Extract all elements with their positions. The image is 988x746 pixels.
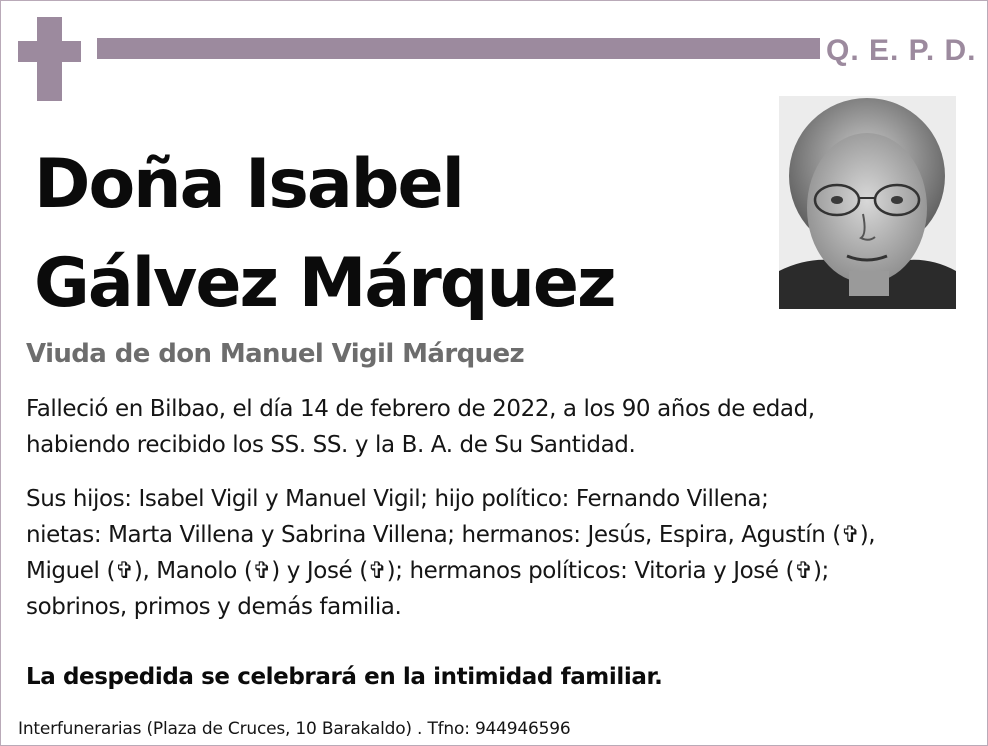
family-line-3: Miguel (✞), Manolo (✞) y José (✞); hermanos políticos: Vitoria y José (✞); (26, 558, 829, 584)
family-paragraph (26, 481, 875, 625)
qepd-label: Q. E. P. D. (826, 34, 977, 67)
cross-icon-horizontal (18, 41, 81, 62)
name-line-2: Gálvez Márquez (34, 244, 615, 323)
name-line-1: Doña Isabel (34, 145, 463, 224)
farewell-notice: La despedida se celebrará en la intimidad familiar. (26, 664, 663, 690)
family-line-1: Sus hijos: Isabel Vigil y Manuel Vigil; hijo político: Fernando Villena; (26, 486, 769, 512)
death-line-2: habiendo recibido los SS. SS. y la B. A. de Su Santidad. (26, 432, 636, 458)
family-line-4: sobrinos, primos y demás familia. (26, 594, 402, 620)
family-line-2: nietas: Marta Villena y Sabrina Villena; hermanos: Jesús, Espira, Agustín (✞), (26, 522, 876, 548)
death-paragraph (26, 391, 815, 463)
deceased-name (34, 135, 615, 333)
deceased-photo (779, 96, 956, 309)
death-line-1: Falleció en Bilbao, el día 14 de febrero de 2022, a los 90 años de edad, (26, 396, 815, 422)
header-rule (97, 38, 820, 59)
widow-of-subtitle: Viuda de don Manuel Vigil Márquez (26, 339, 525, 369)
funeral-home-footer: Interfunerarias (Plaza de Cruces, 10 Barakaldo) . Tfno: 944946596 (18, 719, 571, 739)
